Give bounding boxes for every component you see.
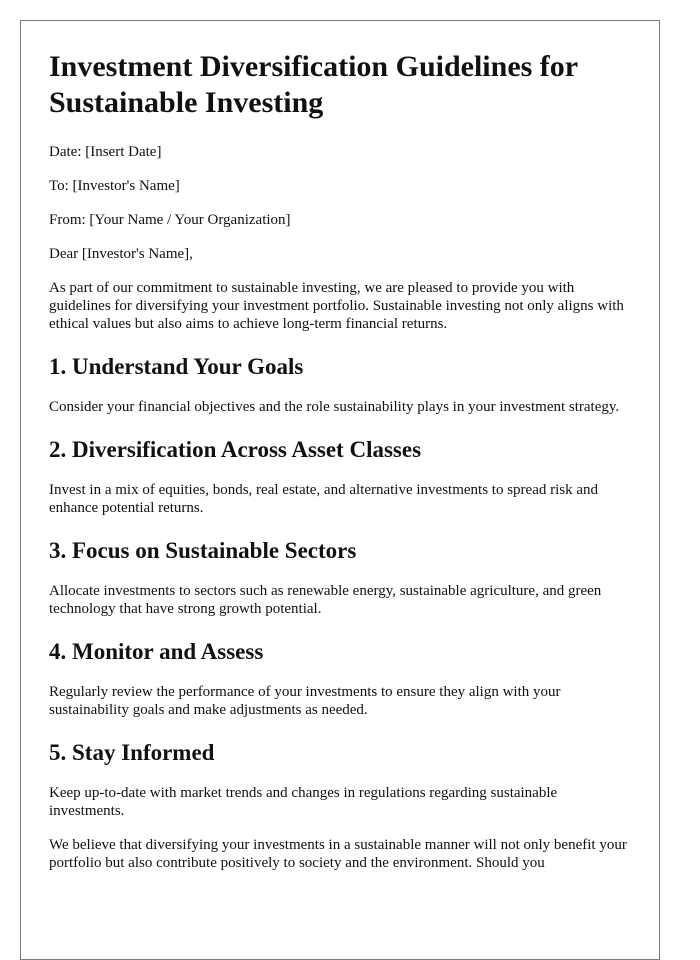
section-body-asset-classes: Invest in a mix of equities, bonds, real estate, and alternative investments to spread risk and enhance potential returns. [49,482,599,516]
letter-title: Investment Diversification Guidelines for Sustainable Investing [49,50,578,119]
section-heading-asset-classes: 2. Diversification Across Asset Classes [49,437,422,462]
section-heading-sustainable-sectors: 3. Focus on Sustainable Sectors [49,538,357,563]
section-heading-stay-informed: 5. Stay Informed [49,740,215,765]
closing-paragraph: We believe that diversifying your investments in a sustainable manner will not only benefit your portfolio but also contribute positively to society and the environment. Should you [49,837,627,871]
salutation: Dear [Investor's Name], [49,246,193,262]
section-body-monitor: Regularly review the performance of your investments to ensure they align with your sustainability goals and make adjustments as needed. [49,684,561,718]
letter-page [20,20,660,960]
to-line: To: [Investor's Name] [49,178,180,194]
section-heading-monitor: 4. Monitor and Assess [49,639,264,664]
from-line: From: [Your Name / Your Organization] [49,212,291,228]
section-heading-goals: 1. Understand Your Goals [49,354,304,379]
section-body-sustainable-sectors: Allocate investments to sectors such as renewable energy, sustainable agriculture, and green technology that have strong growth potential. [49,583,602,617]
section-body-stay-informed: Keep up-to-date with market trends and changes in regulations regarding sustainable investments. [49,785,558,819]
intro-paragraph: As part of our commitment to sustainable investing, we are pleased to provide you with guidelines for diversifying your investment portfolio. Sustainable investing not only aligns with ethical values but also aims to achieve long-term financial returns. [49,280,624,332]
date-line: Date: [Insert Date] [49,144,162,160]
section-body-goals: Consider your financial objectives and the role sustainability plays in your investment strategy. [49,399,620,415]
